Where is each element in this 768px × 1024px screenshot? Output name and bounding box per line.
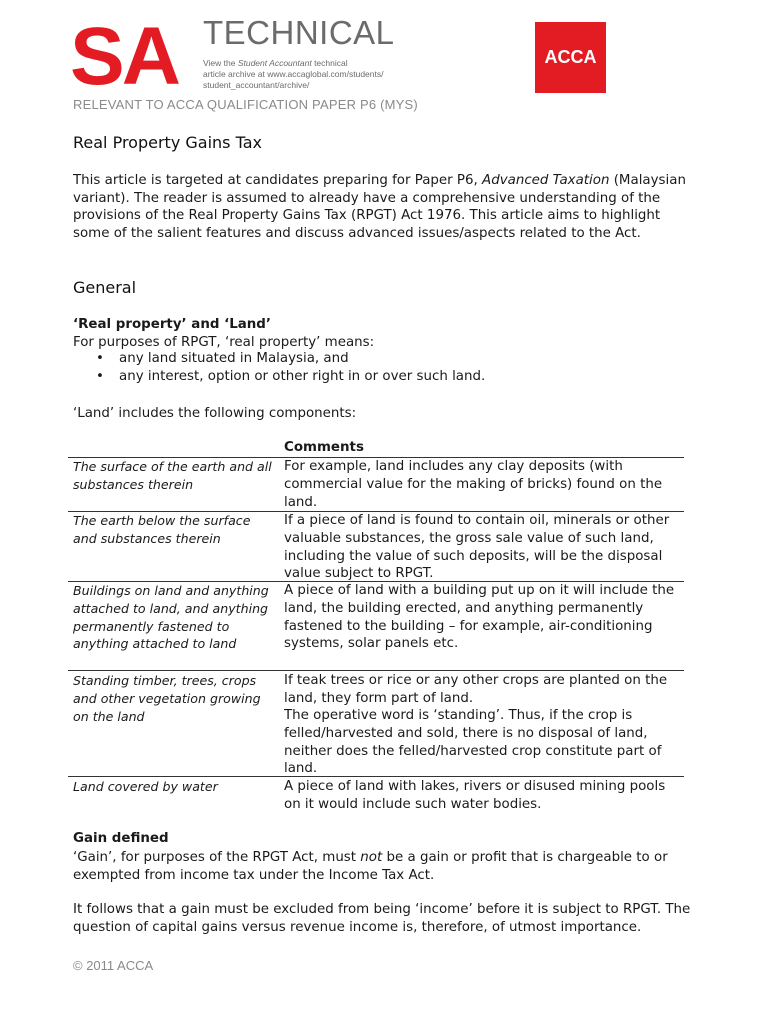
table-row-2-comment: If a piece of land is found to contain oil, minerals or other valuable substances, the gross sale value of such land, including the value of such deposits, will be the disposal value subject to RPGT. bbox=[284, 513, 670, 582]
general-heading: General bbox=[73, 278, 137, 297]
table-row-2-component: The earth below the surface and substances therein bbox=[73, 513, 251, 546]
relevant-paper: RELEVANT TO ACCA QUALIFICATION PAPER P6 (MYS) bbox=[73, 97, 418, 112]
bullet-2-text: any interest, option or other right in or over such land. bbox=[119, 369, 486, 384]
intro-italic: Advanced Taxation bbox=[482, 173, 610, 188]
real-property-lead: For purposes of RPGT, ‘real property’ means: bbox=[73, 335, 375, 350]
gain-heading: Gain defined bbox=[73, 831, 169, 846]
gain-p1-before: ‘Gain’, for purposes of the RPGT Act, must bbox=[73, 850, 361, 865]
table-row-5-comment: A piece of land with lakes, rivers or disused mining pools on it would include such water bodies. bbox=[284, 779, 666, 812]
article-title: Real Property Gains Tax bbox=[73, 133, 262, 152]
archive-line-2: article archive at www.accaglobal.com/students/ bbox=[203, 69, 384, 79]
bullet-1-text: any land situated in Malaysia, and bbox=[119, 351, 349, 366]
archive-prefix: View the bbox=[203, 58, 238, 68]
intro-after: (Malaysian variant). The reader is assumed to already have a comprehensive understanding of the provisions of the Real Property Gains Tax (RPGT) Act 1976. This article aims to highlight some of the salient features and discuss advanced issues/aspects related to the Act. bbox=[73, 173, 686, 241]
intro-paragraph bbox=[73, 172, 693, 242]
gain-p1-italic: not bbox=[360, 850, 383, 865]
copyright: © 2011 ACCA bbox=[73, 958, 154, 973]
table-row-3-component: Buildings on land and anything attached to land, and anything permanently fastened to anything attached to land bbox=[73, 583, 269, 652]
acca-logo bbox=[535, 22, 606, 93]
bullet-1-symbol: • bbox=[96, 351, 104, 366]
table-row-4-component: Standing timber, trees, crops and other vegetation growing on the land bbox=[73, 673, 261, 724]
bullet-2-symbol: • bbox=[96, 369, 104, 384]
archive-line-3: student_accountant/archive/ bbox=[203, 80, 310, 90]
gain-p1-after: be a gain or profit that is chargeable to or exempted from income tax under the Income Tax Act. bbox=[73, 850, 668, 883]
table-row-4-comment: If teak trees or rice or any other crops are planted on the land, they form part of land. bbox=[284, 673, 668, 706]
acca-logo-text: ACCA bbox=[544, 47, 597, 67]
table-row-1-component: The surface of the earth and all substances therein bbox=[73, 459, 272, 492]
archive-note bbox=[203, 58, 423, 91]
table-header-comments: Comments bbox=[284, 440, 364, 455]
table-row-1-comment: For example, land includes any clay deposits (with commercial value for the making of bricks) found on the land. bbox=[284, 459, 663, 510]
technical-title: TECHNICAL bbox=[203, 14, 395, 51]
land-intro: ‘Land’ includes the following components: bbox=[73, 406, 357, 421]
archive-suffix: technical bbox=[311, 58, 348, 68]
table-divider bbox=[68, 776, 684, 777]
table-row-5-component: Land covered by water bbox=[73, 779, 218, 794]
archive-italic: Student Accountant bbox=[237, 58, 312, 68]
sa-logo: SA bbox=[70, 11, 178, 102]
table-row-4-comment-2: The operative word is ‘standing’. Thus, if the crop is felled/harvested and sold, there is no disposal of land, neither does the felled/harvested crop constitute part of land. bbox=[284, 708, 662, 777]
gain-paragraph-2: It follows that a gain must be excluded from being ‘income’ before it is subject to RPGT. The question of capital gains versus revenue income is, therefore, of utmost importance. bbox=[73, 902, 691, 935]
table-row-3-comment: A piece of land with a building put up on it will include the land, the building erected, and anything permanently fastened to the building – for example, air-conditioning systems, solar panels etc. bbox=[284, 583, 675, 652]
gain-paragraph-1 bbox=[73, 849, 693, 884]
intro-before: This article is targeted at candidates preparing for Paper P6, bbox=[73, 173, 483, 188]
table-divider bbox=[68, 670, 684, 671]
real-property-subheading: ‘Real property’ and ‘Land’ bbox=[73, 317, 271, 332]
